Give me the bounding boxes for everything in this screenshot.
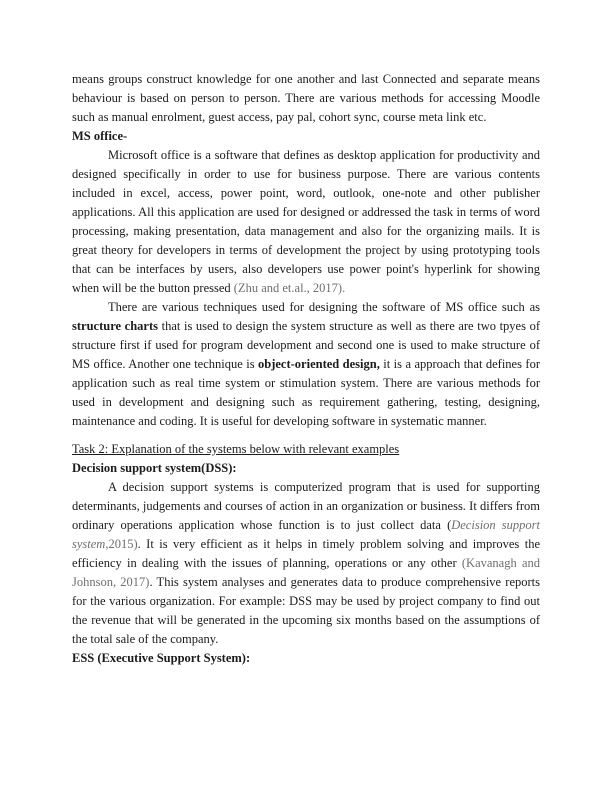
paragraph-dss	[72, 478, 540, 649]
body-text: that is used to design the system structure as well as there are two tpyes of structure first if used for program development and second one is used to make structure of MS office. Another one technique is	[72, 319, 540, 371]
body-text: . It is very efficient as it helps in timely problem solving and improves the efficiency in dealing with the issues of planning, operations or any other	[72, 537, 540, 570]
heading-ess	[72, 649, 540, 668]
heading-text: Decision support system(DSS):	[72, 461, 237, 475]
heading-text: ESS (Executive Support System):	[72, 651, 251, 665]
heading-text: Task 2: Explanation of the systems below with relevant examples	[72, 442, 400, 456]
heading-ms-office	[72, 127, 540, 146]
body-text: means groups construct knowledge for one another and last Connected and separate means behaviour is based on person to person. There are various methods for accessing Moodle such as manual enrolment, guest access, pay pal, cohort sync, course meta link etc.	[72, 72, 540, 124]
body-text: it is a approach that defines for application such as real time system or stimulation system. There are various methods for used in development and designing such as requirement gathering, testing, designing, maintenance and coding. It is useful for developing software in systematic manner.	[72, 357, 540, 428]
paragraph-moodle-continuation	[72, 70, 540, 127]
citation-zhu: (Zhu and et.al., 2017).	[233, 281, 346, 295]
body-text: There are various techniques used for designing the software of MS office such as	[108, 300, 540, 314]
bold-term-object-oriented-design: object-oriented design,	[258, 357, 380, 371]
citation-kavanagh: (Kavanagh and Johnson, 2017)	[72, 556, 540, 589]
heading-task2	[72, 440, 540, 459]
citation-title-dss: Decision support system	[72, 518, 540, 551]
bold-term-structure-charts: structure charts	[72, 319, 158, 333]
heading-text: MS office-	[72, 129, 128, 143]
body-text: A decision support systems is computerized program that is used for supporting determinants, judgements and courses of action in an organization or business. It differs from ordinary operations application whose function is to just collect data (	[72, 480, 540, 532]
citation-dss-year: ,2015)	[105, 537, 138, 551]
body-text: . This system analyses and generates data to produce comprehensive reports for the various organization. For example: DSS may be used by project company to find out the revenue that will be generated in the upcoming six months based on the assumptions of the total sale of the company.	[72, 575, 540, 646]
body-text: Microsoft office is a software that defines as desktop application for productivity and designed specifically in order to use for business purpose. There are various contents included in excel, access, power point, word, outlook, one-note and other publisher applications. All this application are used for designed or addressed the task in terms of word processing, making presentation, data management and also for the organizing mails. It is great theory for developers in terms of development the project by using prototyping tools that can be interfaces by users, also developers use power point's hyperlink for showing when will be the button pressed	[72, 148, 540, 295]
heading-dss	[72, 459, 540, 478]
paragraph-ms-office-design	[72, 298, 540, 431]
paragraph-ms-office-intro	[72, 146, 540, 298]
